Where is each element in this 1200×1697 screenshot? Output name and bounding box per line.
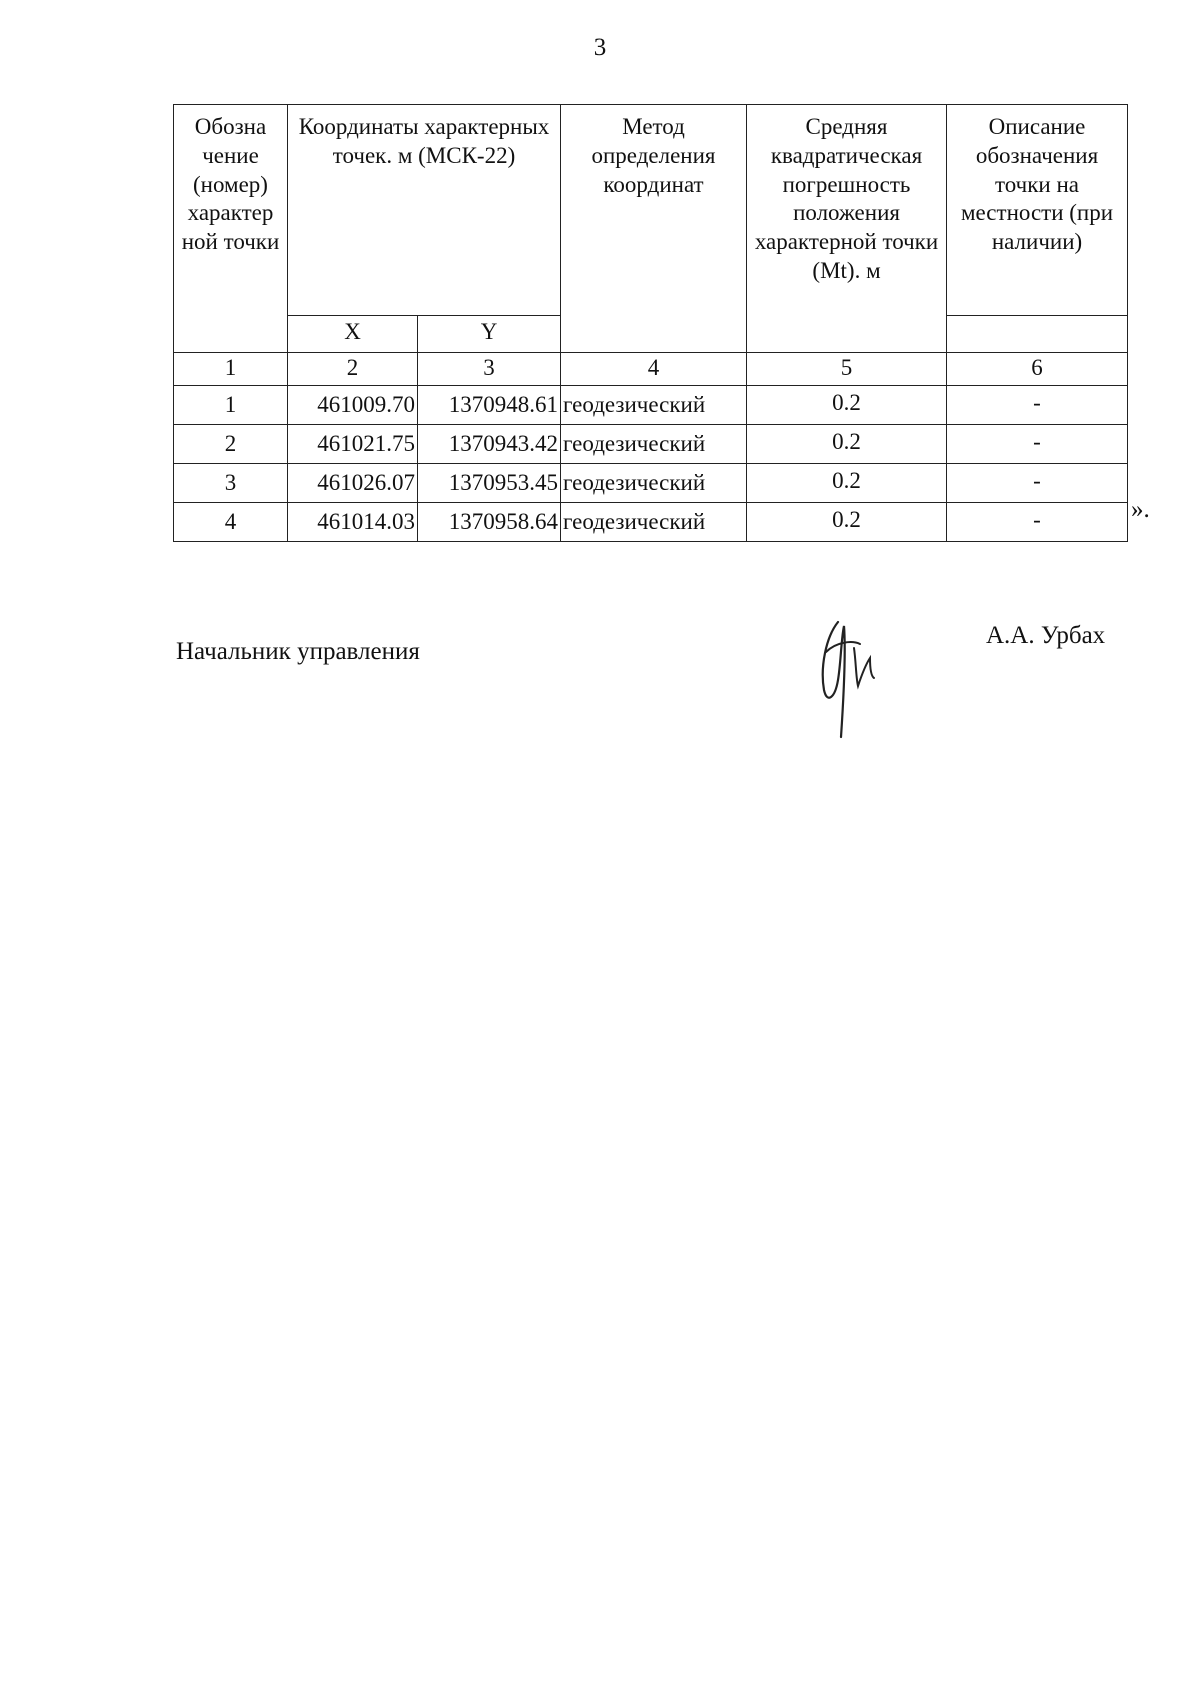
- x-coordinate-cell: 461009.70: [288, 386, 418, 425]
- y-coordinate-cell: 1370948.61: [418, 386, 561, 425]
- column-number: 1: [174, 353, 288, 386]
- description-cell: -: [947, 503, 1128, 542]
- handwritten-signature: [808, 612, 888, 742]
- signer-name: А.А. Урбах: [986, 622, 1106, 649]
- table-row: [174, 386, 1128, 425]
- header-description-blank: [947, 316, 1128, 353]
- header-coordinates: Координаты характерных точек. м (МСК-22): [288, 105, 561, 316]
- column-number-row: [174, 353, 1128, 386]
- accuracy-cell: 0.2: [747, 464, 947, 503]
- header-method: Метод определения координат: [561, 105, 747, 353]
- method-cell: геодезический: [561, 464, 747, 503]
- method-cell: геодезический: [561, 386, 747, 425]
- x-coordinate-cell: 461014.03: [288, 503, 418, 542]
- point-number-cell: 2: [174, 425, 288, 464]
- column-number: 3: [418, 353, 561, 386]
- point-number-cell: 1: [174, 386, 288, 425]
- table-row: [174, 464, 1128, 503]
- x-coordinate-cell: 461026.07: [288, 464, 418, 503]
- page-number: 3: [593, 34, 607, 61]
- header-description: Описание обозначения точки на местности (при наличии): [947, 105, 1128, 316]
- table-row: [174, 425, 1128, 464]
- y-coordinate-cell: 1370958.64: [418, 503, 561, 542]
- column-number: 4: [561, 353, 747, 386]
- description-cell: -: [947, 386, 1128, 425]
- description-cell: -: [947, 425, 1128, 464]
- coordinates-table: [173, 104, 1128, 542]
- column-number: 5: [747, 353, 947, 386]
- description-cell: -: [947, 464, 1128, 503]
- header-point-designation: Обозна чение (номер) характер ной точки: [174, 105, 288, 353]
- accuracy-cell: 0.2: [747, 386, 947, 425]
- table-row: [174, 503, 1128, 542]
- header-y: Y: [418, 316, 561, 353]
- column-number: 6: [947, 353, 1128, 386]
- point-number-cell: 4: [174, 503, 288, 542]
- accuracy-cell: 0.2: [747, 425, 947, 464]
- x-coordinate-cell: 461021.75: [288, 425, 418, 464]
- signer-position: Начальник управления: [176, 638, 420, 665]
- accuracy-cell: 0.2: [747, 503, 947, 542]
- y-coordinate-cell: 1370953.45: [418, 464, 561, 503]
- method-cell: геодезический: [561, 503, 747, 542]
- header-accuracy: Средняя квадратическая погрешность положения характерной точки (Mt). м: [747, 105, 947, 353]
- header-x: X: [288, 316, 418, 353]
- column-number: 2: [288, 353, 418, 386]
- y-coordinate-cell: 1370943.42: [418, 425, 561, 464]
- method-cell: геодезический: [561, 425, 747, 464]
- point-number-cell: 3: [174, 464, 288, 503]
- closing-quote: ».: [1131, 496, 1150, 523]
